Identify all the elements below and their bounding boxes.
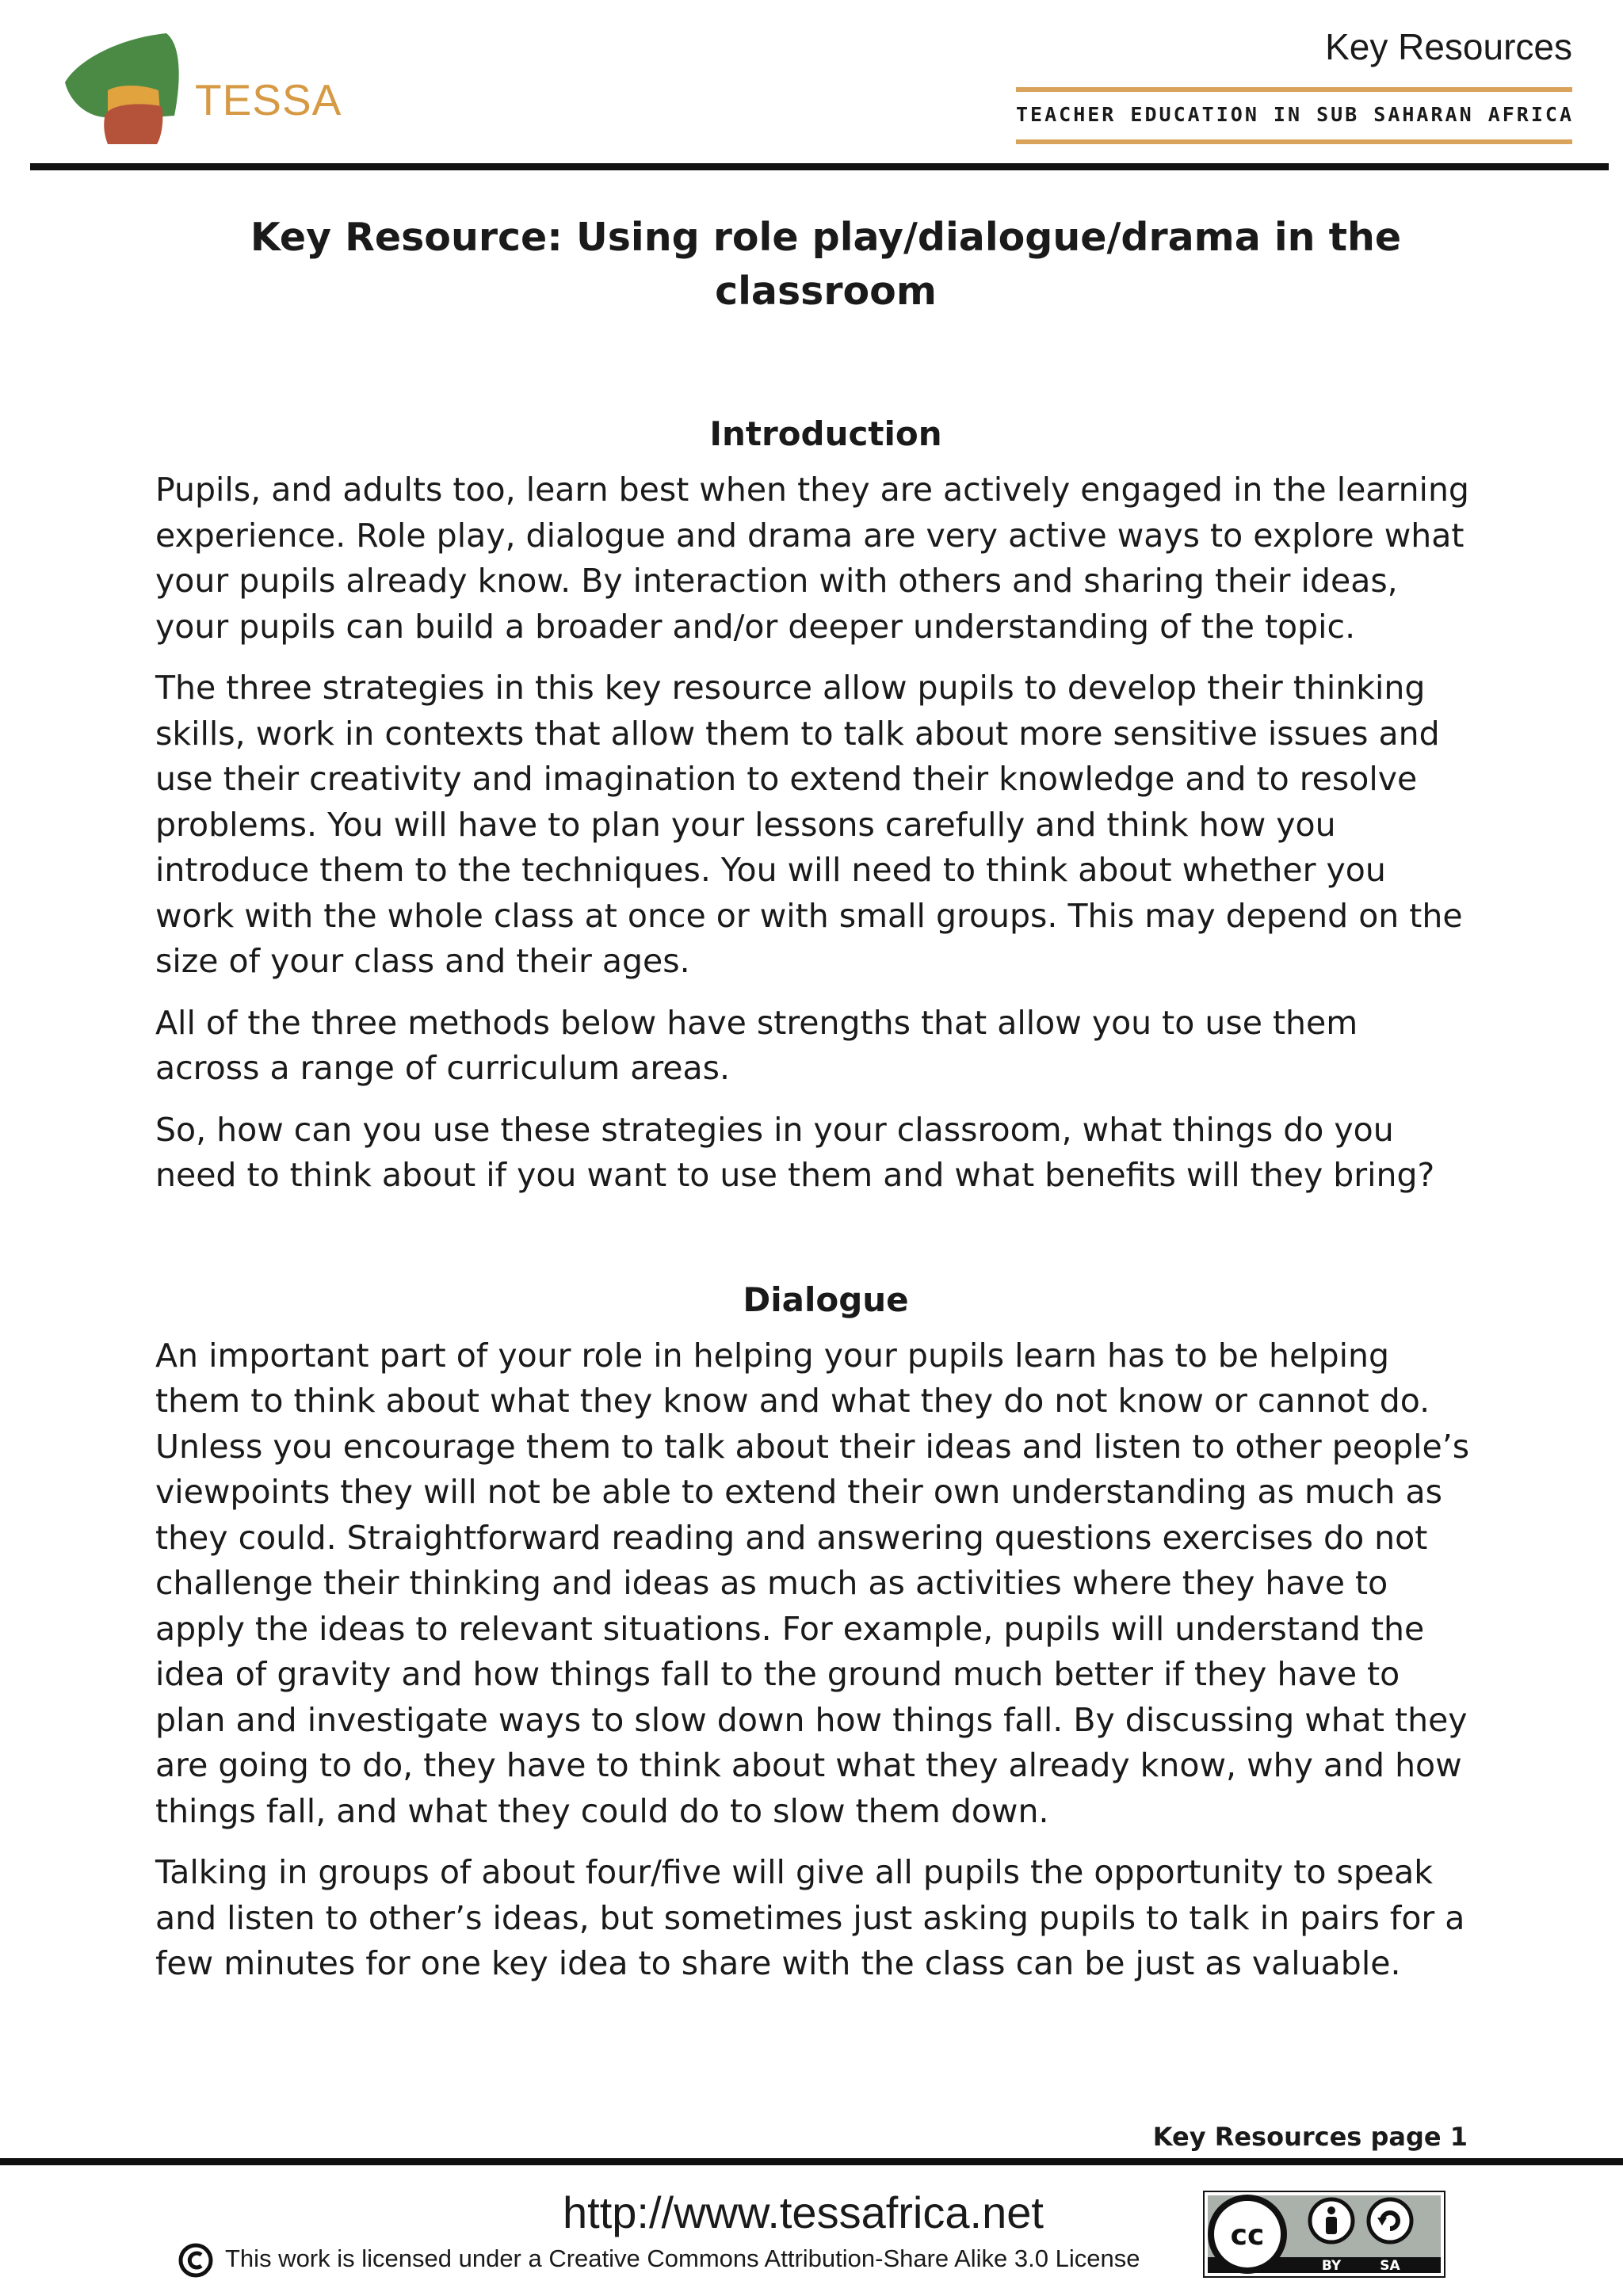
section-dialogue [155,1278,1496,1987]
document-title [155,211,1496,318]
footer-divider [0,2158,1623,2165]
paragraph: The three strategies in this key resource allow pupils to develop their thinking skills, work in contexts that allow them to talk about more sensitive issues and use their creativity and imagination to extend their knowledge and to resolve problems. You will have to plan your lessons carefully and think how you introduce them to the techniques. You will need to think about whether you work with the whole class at once or with small groups. This may depend on the size of your class and their ages. [155,669,1463,980]
section-heading: Introduction [709,414,942,453]
tessa-logo [63,29,342,147]
section-introduction [155,412,1496,1199]
document-title-line-2: classroom [715,269,937,314]
website-link[interactable]: http://www.tessafrica.net [563,2187,1044,2237]
logo-text: TESSA [195,75,342,124]
sa-label: SA [1380,2258,1400,2274]
tessa-logo-icon [63,29,190,147]
page-number: Key Resources page 1 [1152,2122,1468,2152]
cc-label: cc [1230,2219,1265,2252]
by-label: BY [1321,2258,1342,2274]
paragraph: Talking in groups of about four/five will give all pupils the opportunity to speak and listen to other’s ideas, but sometimes just asking pupils to talk in pairs for a few minutes for one key idea to share with the class can be just as valuable. [155,1853,1465,1982]
header-rule-bottom [1016,139,1572,144]
paragraph: So, how can you use these strategies in your classroom, what things do you need to think about if you want to use them and what benefits will they bring? [155,1110,1435,1194]
copyright-icon [178,2242,214,2279]
header-rule-top [1016,87,1572,92]
header-title: Key Resources [1325,26,1572,67]
license-text: This work is licensed under a Creative Commons Attribution-Share Alike 3.0 License [225,2245,1140,2272]
paragraph: Pupils, and adults too, learn best when they are actively engaged in the learning experience. Role play, dialogue and drama are very active ways to explore what your pupils already know. By interaction with others and sharing their ideas, your pupils can build a broader and/or deeper understanding of the topic. [155,471,1469,646]
paragraph: All of the three methods below have strengths that allow you to use them across a range of curriculum areas. [155,1003,1358,1087]
document-body [155,211,1496,2003]
document-title-line-1: Key Resource: Using role play/dialogue/drama in the [250,215,1402,260]
header-subtitle: TEACHER EDUCATION IN SUB SAHARAN AFRICA [1016,103,1574,126]
header-divider [30,163,1609,170]
section-spacer [155,1215,1496,1278]
creative-commons-badge[interactable] [1203,2191,1445,2278]
paragraph: An important part of your role in helping your pupils learn has to be helping them to think about what they know and what they do not know or cannot do. Unless you encourage them to talk about their ideas and listen to other people’s viewpoints they will not be able to extend their own understanding as much as they could. Straightforward reading and answering questions exercises do not challenge their thinking and ideas as much as activities where they have to apply the ideas to relevant situations. For example, pupils will understand the idea of gravity and how things fall to the ground much better if they have to plan and investigate ways to slow down how things fall. By discussing what they are going to do, they have to think about what they already know, why and how things fall, and what they could do to slow them down. [155,1336,1470,1830]
share-alike-icon [1369,2199,1411,2242]
section-heading: Dialogue [743,1280,909,1319]
header-banner [1016,21,1572,147]
